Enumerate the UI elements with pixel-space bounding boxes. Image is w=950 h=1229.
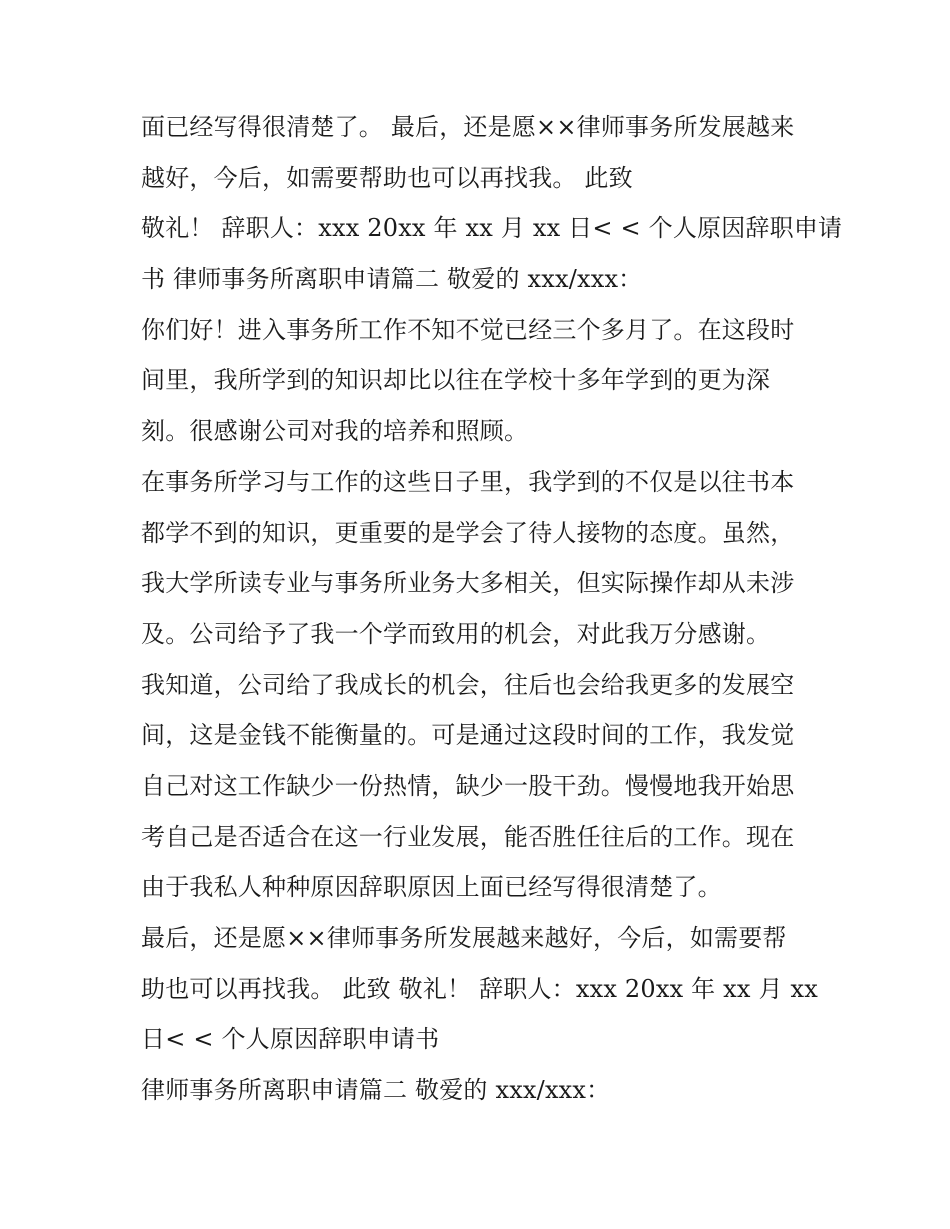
text-line: 考自己是否适合在这一行业发展，能否胜任往后的工作。现在 — [141, 822, 795, 851]
text-line: 刻。很感谢公司对我的培养和照顾。 — [141, 417, 529, 446]
text-line: 都学不到的知识，更重要的是学会了待人接物的态度。虽然， — [141, 518, 795, 547]
text-line: 律师事务所离职申请篇二 敬爱的 xxx/xxx： — [141, 1076, 611, 1105]
text-line: 我大学所读专业与事务所业务大多相关，但实际操作却从未涉 — [141, 569, 795, 598]
text-line: 在事务所学习与工作的这些日子里，我学到的不仅是以往书本 — [141, 467, 795, 496]
text-line: 面已经写得很清楚了。 最后，还是愿××律师事务所发展越来 — [141, 113, 795, 141]
document-body — [141, 102, 843, 1116]
text-line: 我知道，公司给了我成长的机会，往后也会给我更多的发展空 — [141, 670, 795, 699]
text-line: 间里，我所学到的知识却比以往在学校十多年学到的更为深 — [141, 366, 771, 395]
text-line: 越好，今后，如需要帮助也可以再找我。 此致 — [141, 163, 633, 192]
text-line: 敬礼！ 辞职人：xxx 20xx 年 xx 月 xx 日< < 个人原因辞职申请 — [141, 214, 843, 243]
text-line: 书 律师事务所离职申请篇二 敬爱的 xxx/xxx： — [141, 265, 643, 294]
text-line: 自己对这工作缺少一份热情，缺少一股干劲。慢慢地我开始思 — [141, 771, 795, 800]
text-line: 日< < 个人原因辞职申请书 — [141, 1025, 440, 1054]
text-line: 由于我私人种种原因辞职原因上面已经写得很清楚了。 — [141, 873, 722, 902]
text-line: 最后，还是愿××律师事务所发展越来越好，今后，如需要帮 — [141, 924, 787, 952]
text-line: 及。公司给予了我一个学而致用的机会，对此我万分感谢。 — [141, 619, 771, 648]
text-line: 助也可以再找我。 此致 敬礼！ 辞职人：xxx 20xx 年 xx 月 xx — [141, 974, 818, 1003]
text-line: 你们好！进入事务所工作不知不觉已经三个多月了。在这段时 — [141, 315, 795, 344]
text-line: 间，这是金钱不能衡量的。可是通过这段时间的工作，我发觉 — [141, 721, 795, 750]
